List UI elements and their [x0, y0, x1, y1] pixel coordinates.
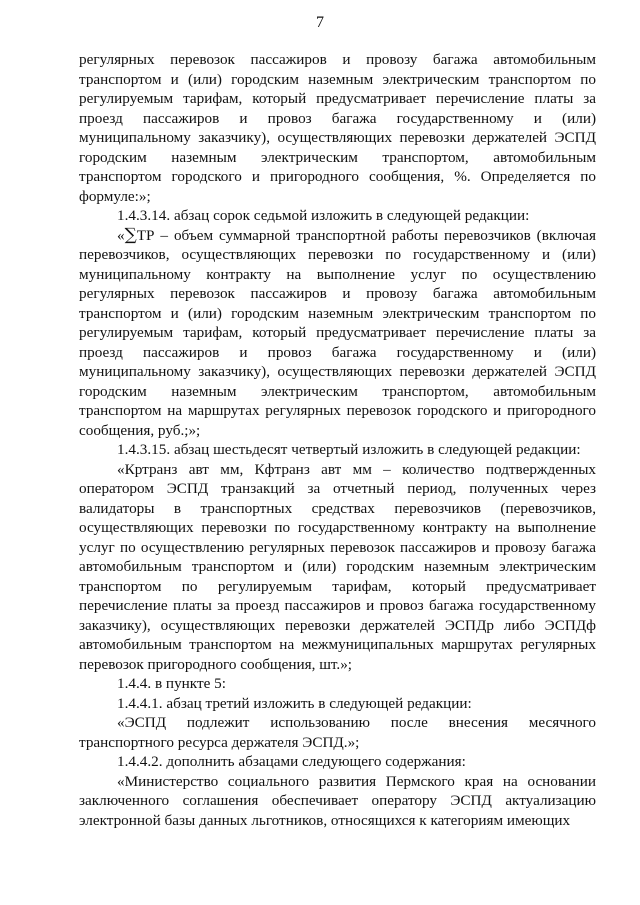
paragraph-espd-usage: «ЭСПД подлежит использованию после внесения месячного транспортного ресурса держателя ЭСПД.»;: [79, 714, 596, 751]
sigma-symbol: ∑: [124, 224, 137, 245]
paragraph-item-1-4-4: 1.4.4. в пункте 5:: [117, 675, 226, 692]
paragraph-item-1-4-4-1: 1.4.4.1. абзац третий изложить в следующей редакции:: [117, 694, 472, 712]
page-number: 7: [316, 14, 324, 31]
paragraph-sum-tr-definition: [79, 226, 596, 441]
paragraph-continuation: регулярных перевозок пассажиров и провозу багажа автомобильным транспортом и (или) городским наземным электрическим транспортом по регулируемым тарифам, который предусматривает перечисление платы за проезд пассажиров и провоз багажа государственному и (или) муниципальному заказчику), осуществляющих перевозки держателей ЭСПД городским наземным электрическим транспортом, автомобильным транспортом городского и пригородного сообщения, %. Определяется по формуле:»;: [79, 51, 596, 205]
sum-tr-text: ТР – объем суммарной транспортной работы перевозчиков (включая перевозчиков, осуществляющих перевозки по государственному и (или) муниципальному контракту на выполнение услуг по осуществлению регулярных перевозок пассажиров и провозу багажа автомобильным транспортом и (или) городским наземным электрическим транспортом по регулируемым тарифам, который предусматривает перечисление платы за проезд пассажиров и провоз багажа государственному и (или) муниципальному заказчику), осуществляющих перевозки держателей ЭСПД городским наземным электрическим транспортом, автомобильным транспортом на маршрутах регулярных перевозок городского и пригородного сообщения, руб.;»;: [79, 226, 596, 439]
opening-quote: «: [117, 226, 125, 244]
paragraph-item-1-4-3-14: 1.4.3.14. абзац сорок седьмой изложить в следующей редакции:: [117, 207, 530, 224]
paragraph-item-1-4-3-15: 1.4.3.15. абзац шестьдесят четвертый изложить в следующей редакции:: [117, 441, 581, 458]
paragraph-ministry: «Министерство социального развития Пермского края на основании заключенного соглашения обеспечивает оператору ЭСПД актуализацию электронной базы данных льготников, относящихся к категориям имеющих: [79, 772, 596, 829]
paragraph-item-1-4-4-2: 1.4.4.2. дополнить абзацами следующего содержания:: [117, 753, 466, 770]
paragraph-krtranz-definition: «Кртранз авт мм, Кфтранз авт мм – количество подтвержденных оператором ЭСПД транзакций за отчетный период, полученных через валидаторы в транспортных средствах перевозчиков (перевозчиков, осуществляющих перевозки по государственному контракту на выполнение услуг по осуществлению регулярных перевозок пассажиров и провозу багажа автомобильным транспортом и (или) городским наземным электрическим транспортом по регулируемым тарифам, который предусматривает перечисление платы за проезд пассажиров и провоз багажа государственному заказчику), осуществляющих перевозки держателей ЭСПДр либо ЭСПДф автомобильным транспортом на межмуниципальных маршрутах регулярных перевозок пригородного сообщения, шт.»;: [79, 460, 596, 673]
document-body: [79, 50, 596, 830]
